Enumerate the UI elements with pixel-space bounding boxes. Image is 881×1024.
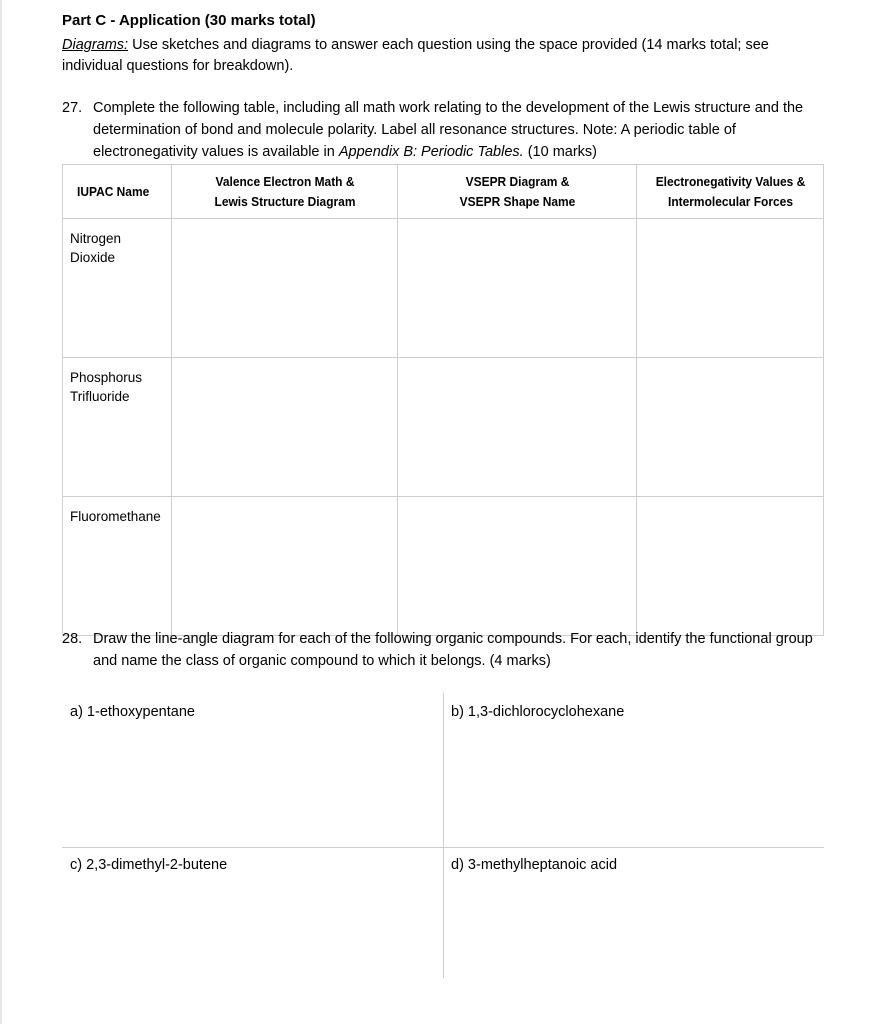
- grid-divider-vertical: [443, 693, 444, 978]
- table-row: [63, 219, 824, 358]
- part-b-label: b) 1,3-dichlorocyclohexane: [451, 704, 625, 720]
- question-text-main: Complete the following table, including all math work relating to the development of the Lewis structure and the determination of bond and molecule polarity. Label all resonance structures. Note: A periodic table of electronegativity values is available in: [93, 100, 804, 160]
- answer-cell-electronegativity[interactable]: [637, 497, 824, 636]
- lewis-structure-table: [62, 164, 824, 636]
- question-number: 27.: [62, 100, 83, 116]
- intro-instructions: [62, 35, 822, 77]
- table-header-row: [63, 165, 824, 219]
- diagrams-label: Diagrams:: [62, 37, 129, 53]
- compound-name: Phosphorus Trifluoride: [63, 358, 172, 497]
- answer-cell-electronegativity[interactable]: [637, 219, 824, 358]
- marks-note: (10 marks): [523, 144, 598, 160]
- table-row: [63, 497, 824, 636]
- table-row: [63, 358, 824, 497]
- question-27: [62, 97, 832, 163]
- header-vsepr: VSEPR Diagram & VSEPR Shape Name: [407, 165, 627, 219]
- answer-cell-vsepr[interactable]: [398, 497, 637, 636]
- question-text: Draw the line-angle diagram for each of the following organic compounds. For each, identify the functional group and name the class of organic compound to which it belongs. (4 marks): [93, 631, 813, 669]
- compound-name: Nitrogen Dioxide: [63, 219, 172, 358]
- answer-cell-vsepr[interactable]: [398, 219, 637, 358]
- answer-cell-lewis[interactable]: [172, 497, 398, 636]
- question-text: [93, 97, 832, 163]
- part-d-label: d) 3-methylheptanoic acid: [451, 857, 618, 873]
- question-28: [62, 628, 832, 672]
- drawing-grid: [62, 693, 824, 978]
- appendix-reference: Appendix B: Periodic Tables.: [338, 144, 524, 160]
- instructions-text: Use sketches and diagrams to answer each question using the space provided (14 marks total; see individual questions for breakdown).: [62, 37, 769, 74]
- answer-cell-lewis[interactable]: [172, 219, 398, 358]
- answer-cell-vsepr[interactable]: [398, 358, 637, 497]
- answer-cell-lewis[interactable]: [172, 358, 398, 497]
- grid-divider-horizontal: [62, 847, 824, 848]
- page-edge: [0, 0, 2, 1024]
- part-c-label: c) 2,3-dimethyl-2-butene: [70, 857, 228, 873]
- header-electronegativity: Electronegativity Values & Intermolecular Forces: [644, 165, 816, 219]
- header-lewis-structure: Valence Electron Math & Lewis Structure Diagram: [181, 165, 389, 219]
- part-a-label: a) 1-ethoxypentane: [70, 704, 195, 720]
- header-iupac-name: IUPAC Name: [67, 165, 167, 219]
- part-title: Part C - Application (30 marks total): [62, 12, 316, 29]
- compound-name: Fluoromethane: [63, 497, 172, 636]
- answer-cell-electronegativity[interactable]: [637, 358, 824, 497]
- question-number: 28.: [62, 631, 83, 647]
